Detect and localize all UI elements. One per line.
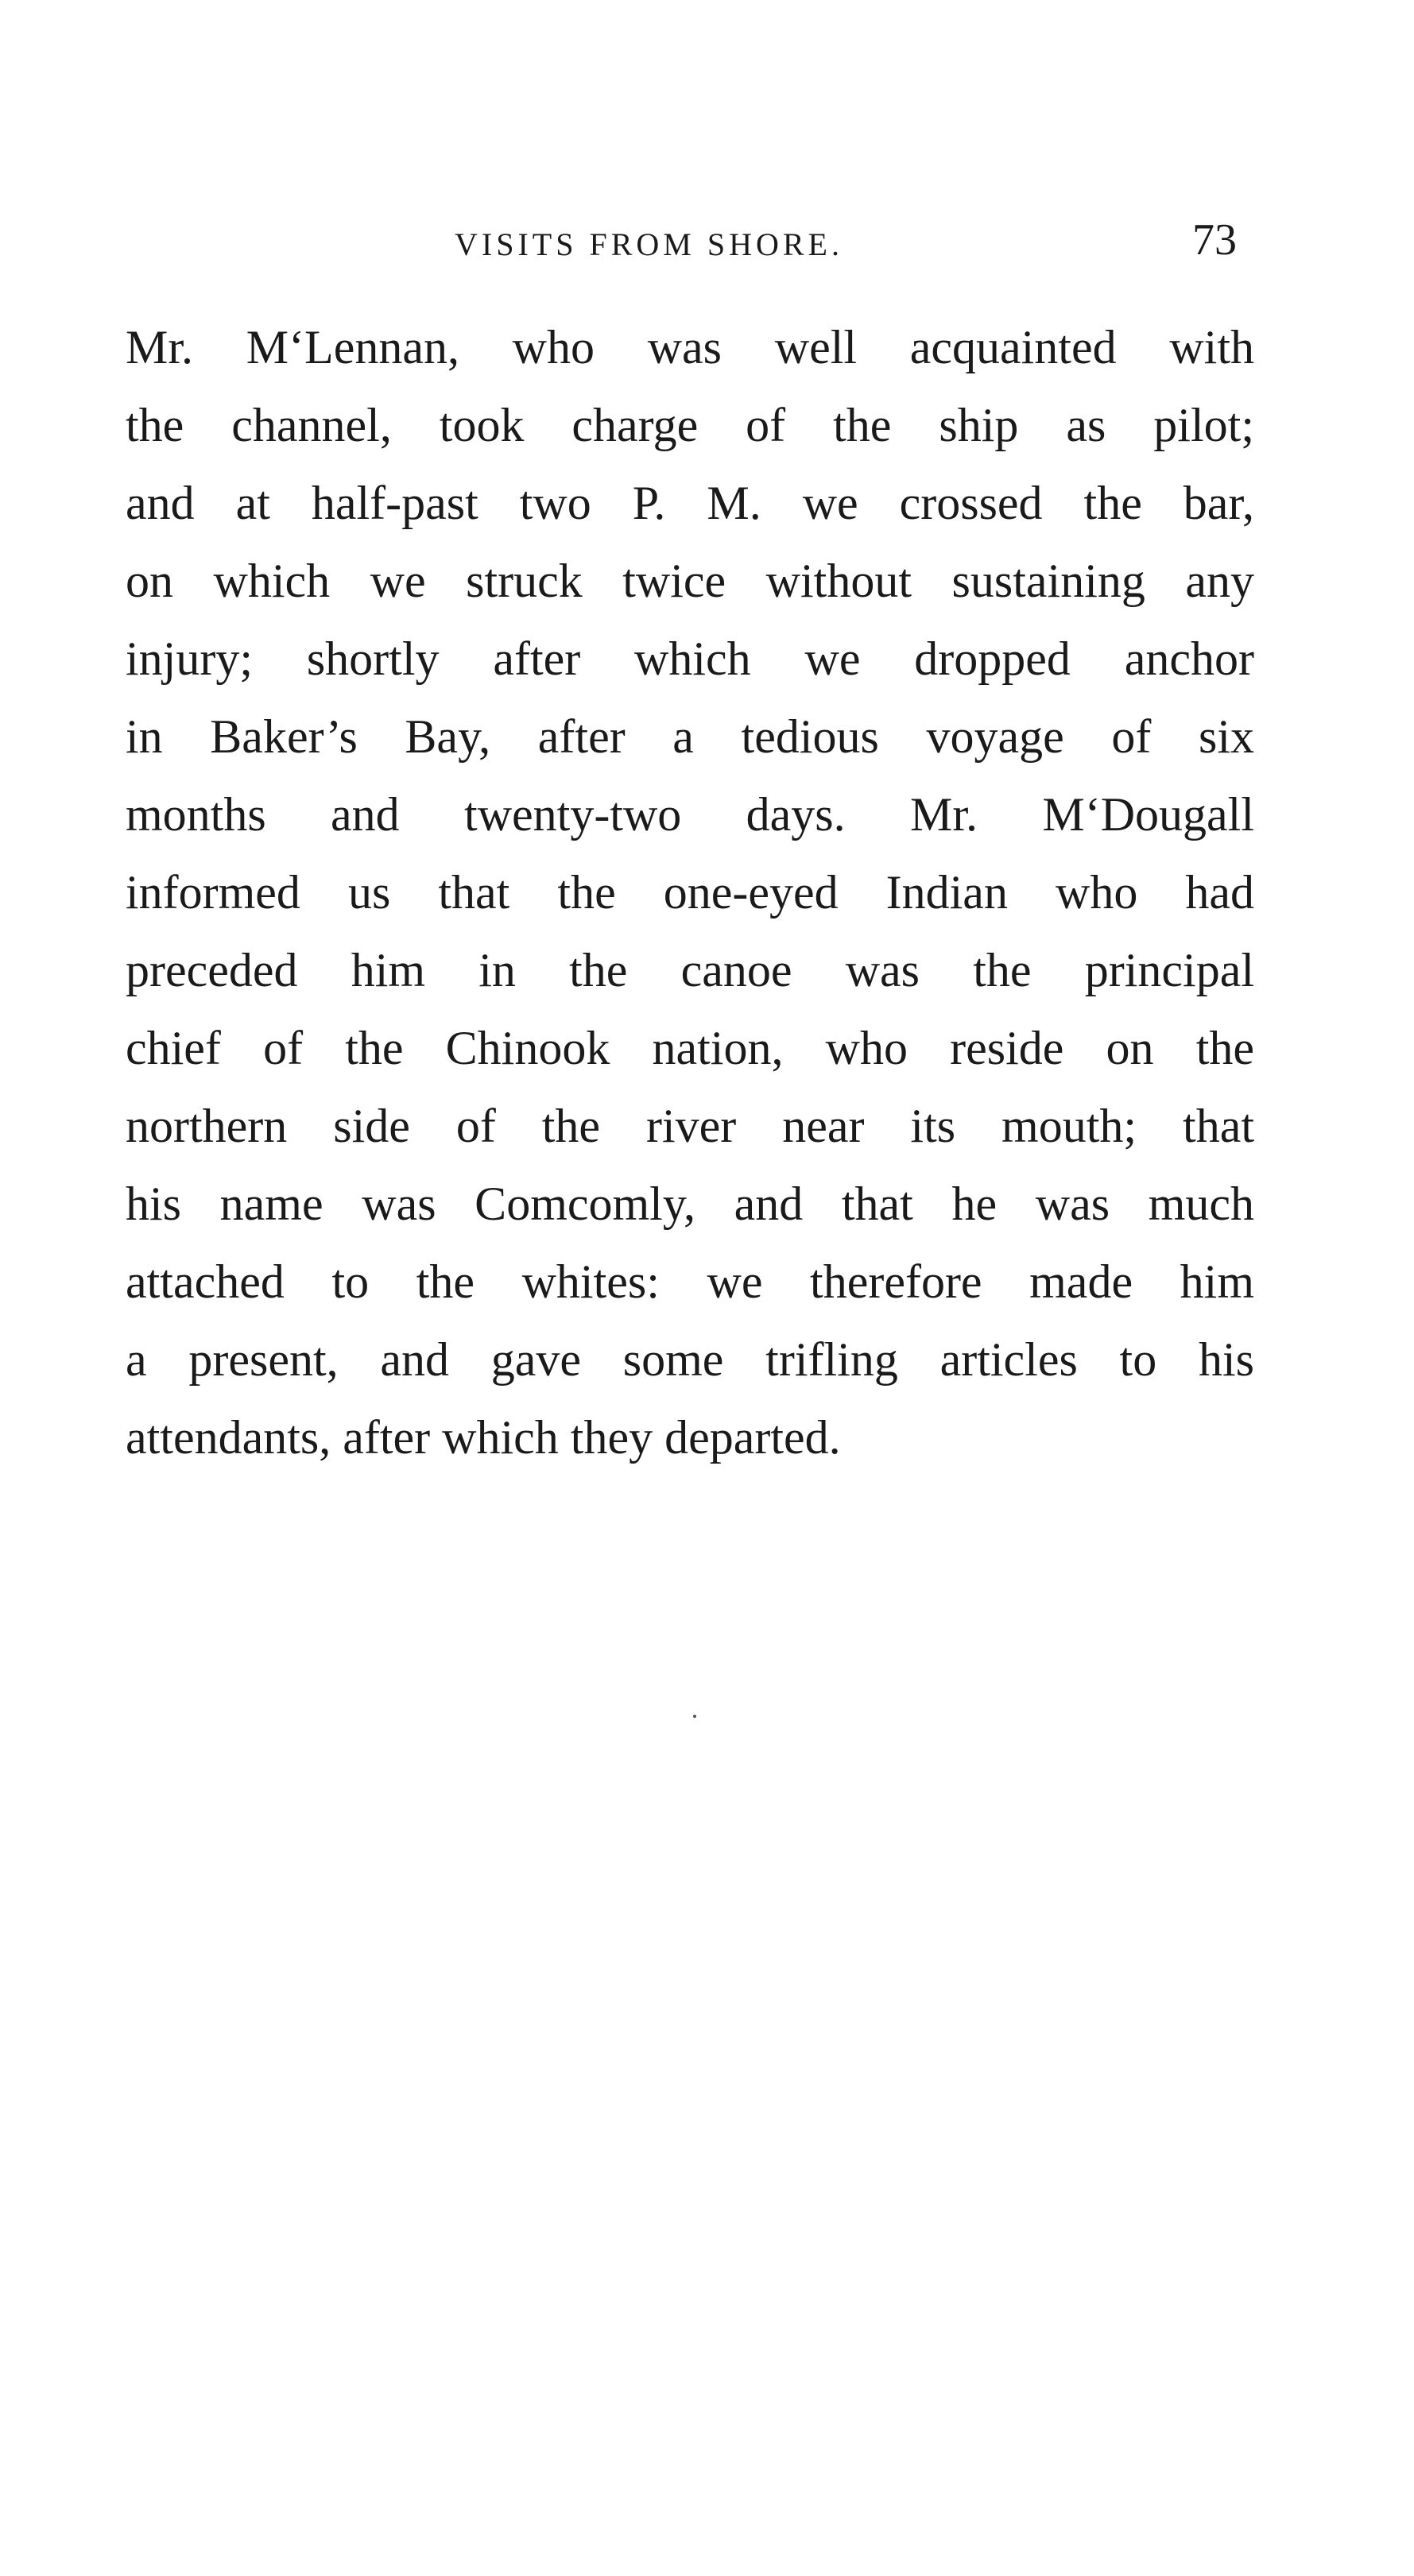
text-line: attached to the whites: we therefore made him xyxy=(126,1255,1254,1308)
text-line: preceded him in the canoe was the principal xyxy=(126,944,1254,996)
text-line: on which we struck twice without sustaining any xyxy=(126,555,1254,607)
text-line: northern side of the river near its mouth; that xyxy=(126,1100,1254,1152)
text-line-last: attendants, after which they departed. xyxy=(126,1411,841,1464)
text-line: injury; shortly after which we dropped anchor xyxy=(126,632,1254,685)
text-line: chief of the Chinook nation, who reside on the xyxy=(126,1022,1254,1074)
text-line: his name was Comcomly, and that he was much xyxy=(126,1178,1254,1230)
text-line: Mr. M‘Lennan, who was well acquainted with xyxy=(126,321,1254,373)
running-title: VISITS FROM SHORE. xyxy=(455,226,843,262)
text-line: informed us that the one-eyed Indian who had xyxy=(126,866,1254,919)
text-line: a present, and gave some trifling articles to his xyxy=(126,1333,1254,1386)
ink-speck xyxy=(693,1715,696,1718)
text-line: and at half-past two P. M. we crossed the bar, xyxy=(126,477,1254,529)
body-paragraph xyxy=(126,308,1254,1476)
running-head xyxy=(0,215,1414,270)
page-number: 73 xyxy=(1192,215,1237,265)
text-line: months and twenty-two days. Mr. M‘Dougall xyxy=(126,788,1254,841)
text-line: in Baker’s Bay, after a tedious voyage of six xyxy=(126,710,1254,763)
text-line: the channel, took charge of the ship as pilot; xyxy=(126,399,1254,451)
